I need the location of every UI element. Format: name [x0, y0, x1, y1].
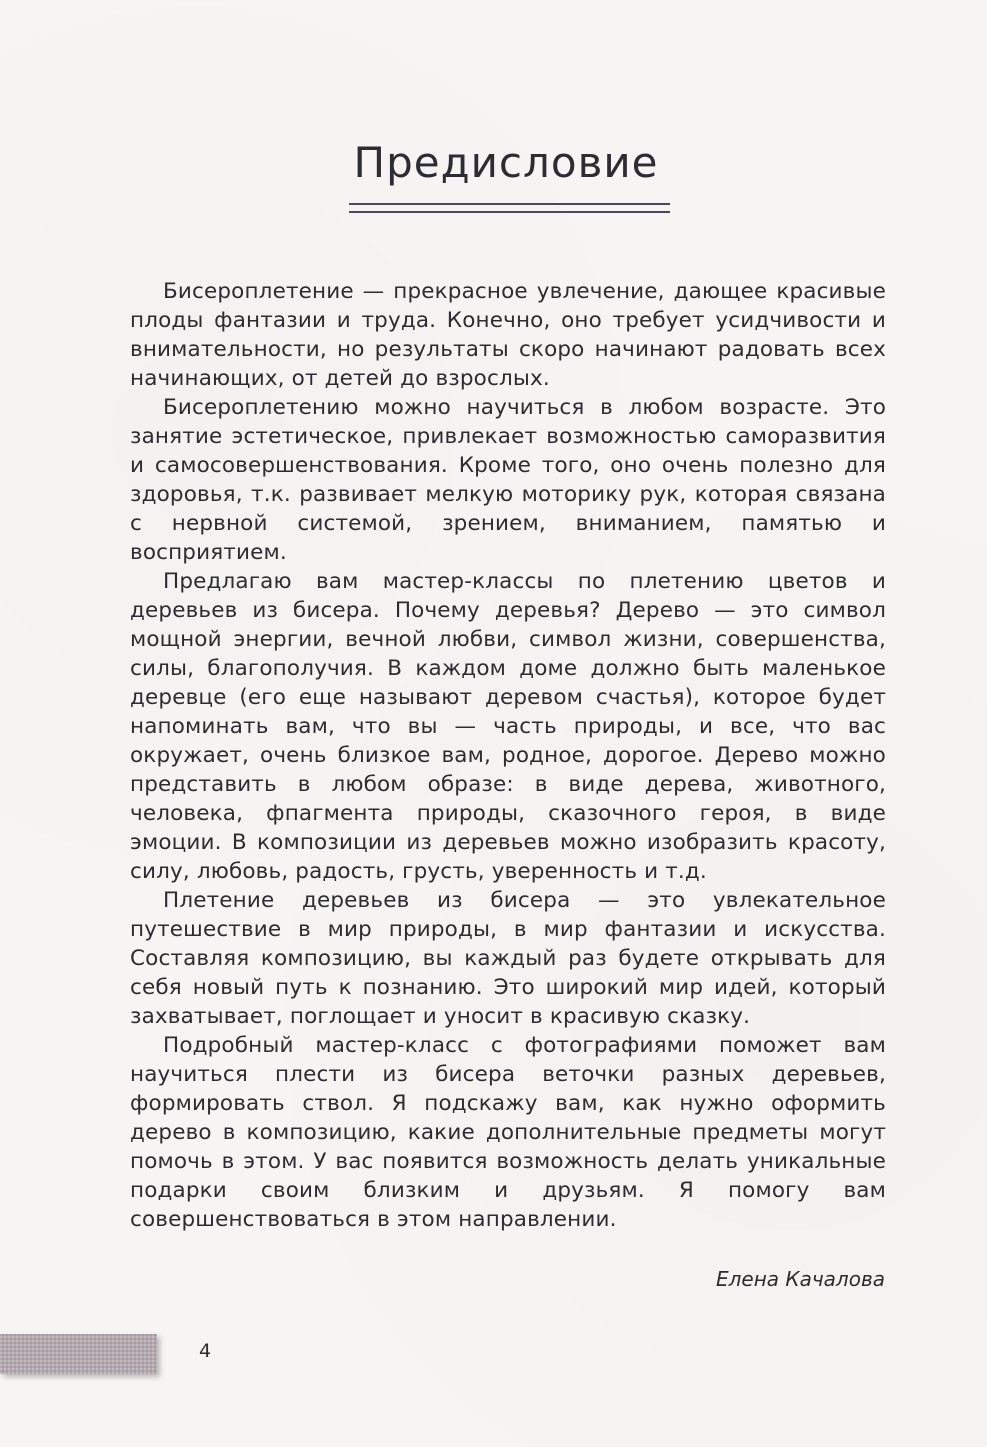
paragraph: Бисероплетению можно научиться в любом возрасте. Это занятие эстетическое, привлекает возможностью саморазвития и самосовершенствования. Кроме того, оно очень полезно для здоровья, т.к. развивает мелкую моторику рук, которая связана с нервной системой, зрением, вниманием, памятью и восприятием. — [130, 395, 886, 565]
paragraph: Предлагаю вам мастер-классы по плетению цветов и деревьев из бисера. Почему деревья? Дерево — это символ мощной энергии, вечной любви, символ жизни, совершенства, силы, благополучия. В каждом доме должно быть маленькое деревце (его еще называют деревом счастья), которое будет напоминать вам, что вы — часть природы, и все, что вас окружает, очень близкое вам, родное, дорогое. Дерево можно представить в любом образе: в виде дерева, животного, человека, фпагмента природы, сказочного героя, в виде эмоции. В композиции из деревьев можно изобразить красоту, силу, любовь, радость, грусть, уверенность и т.д. — [130, 569, 886, 884]
paragraph: Бисероплетение — прекрасное увлечение, дающее красивые плоды фантазии и труда. Конечно, оно требует усидчивости и внимательности, но результаты скоро начинают радовать всех начинающих, от детей до взрослых. — [130, 279, 886, 391]
page-number: 4 — [199, 1340, 212, 1362]
page-title: Предисловие — [353, 138, 659, 187]
author-signature: Елена Качалова — [715, 1267, 885, 1291]
title-underline-bottom — [349, 211, 670, 213]
title-underline-top — [349, 203, 670, 205]
preface-body — [130, 277, 886, 1234]
paragraph: Подробный мастер-класс с фотографиями поможет вам научиться плести из бисера веточки разных деревьев, формировать ствол. Я подскажу вам, как нужно оформить дерево в композицию, какие дополнительные предметы могут помочь в этом. У вас появится возможность делать уникальные подарки своим близким и друзьям. Я помогу вам совершенствоваться в этом направлении. — [130, 1033, 886, 1232]
paragraph: Плетение деревьев из бисера — это увлекательное путешествие в мир природы, в мир фантазии и искусства. Составляя композицию, вы каждый раз будете открывать для себя новый путь к познанию. Это широкий мир идей, который захватывает, поглощает и уносит в красивую сказку. — [130, 888, 886, 1029]
page-corner-tab — [0, 1334, 157, 1374]
